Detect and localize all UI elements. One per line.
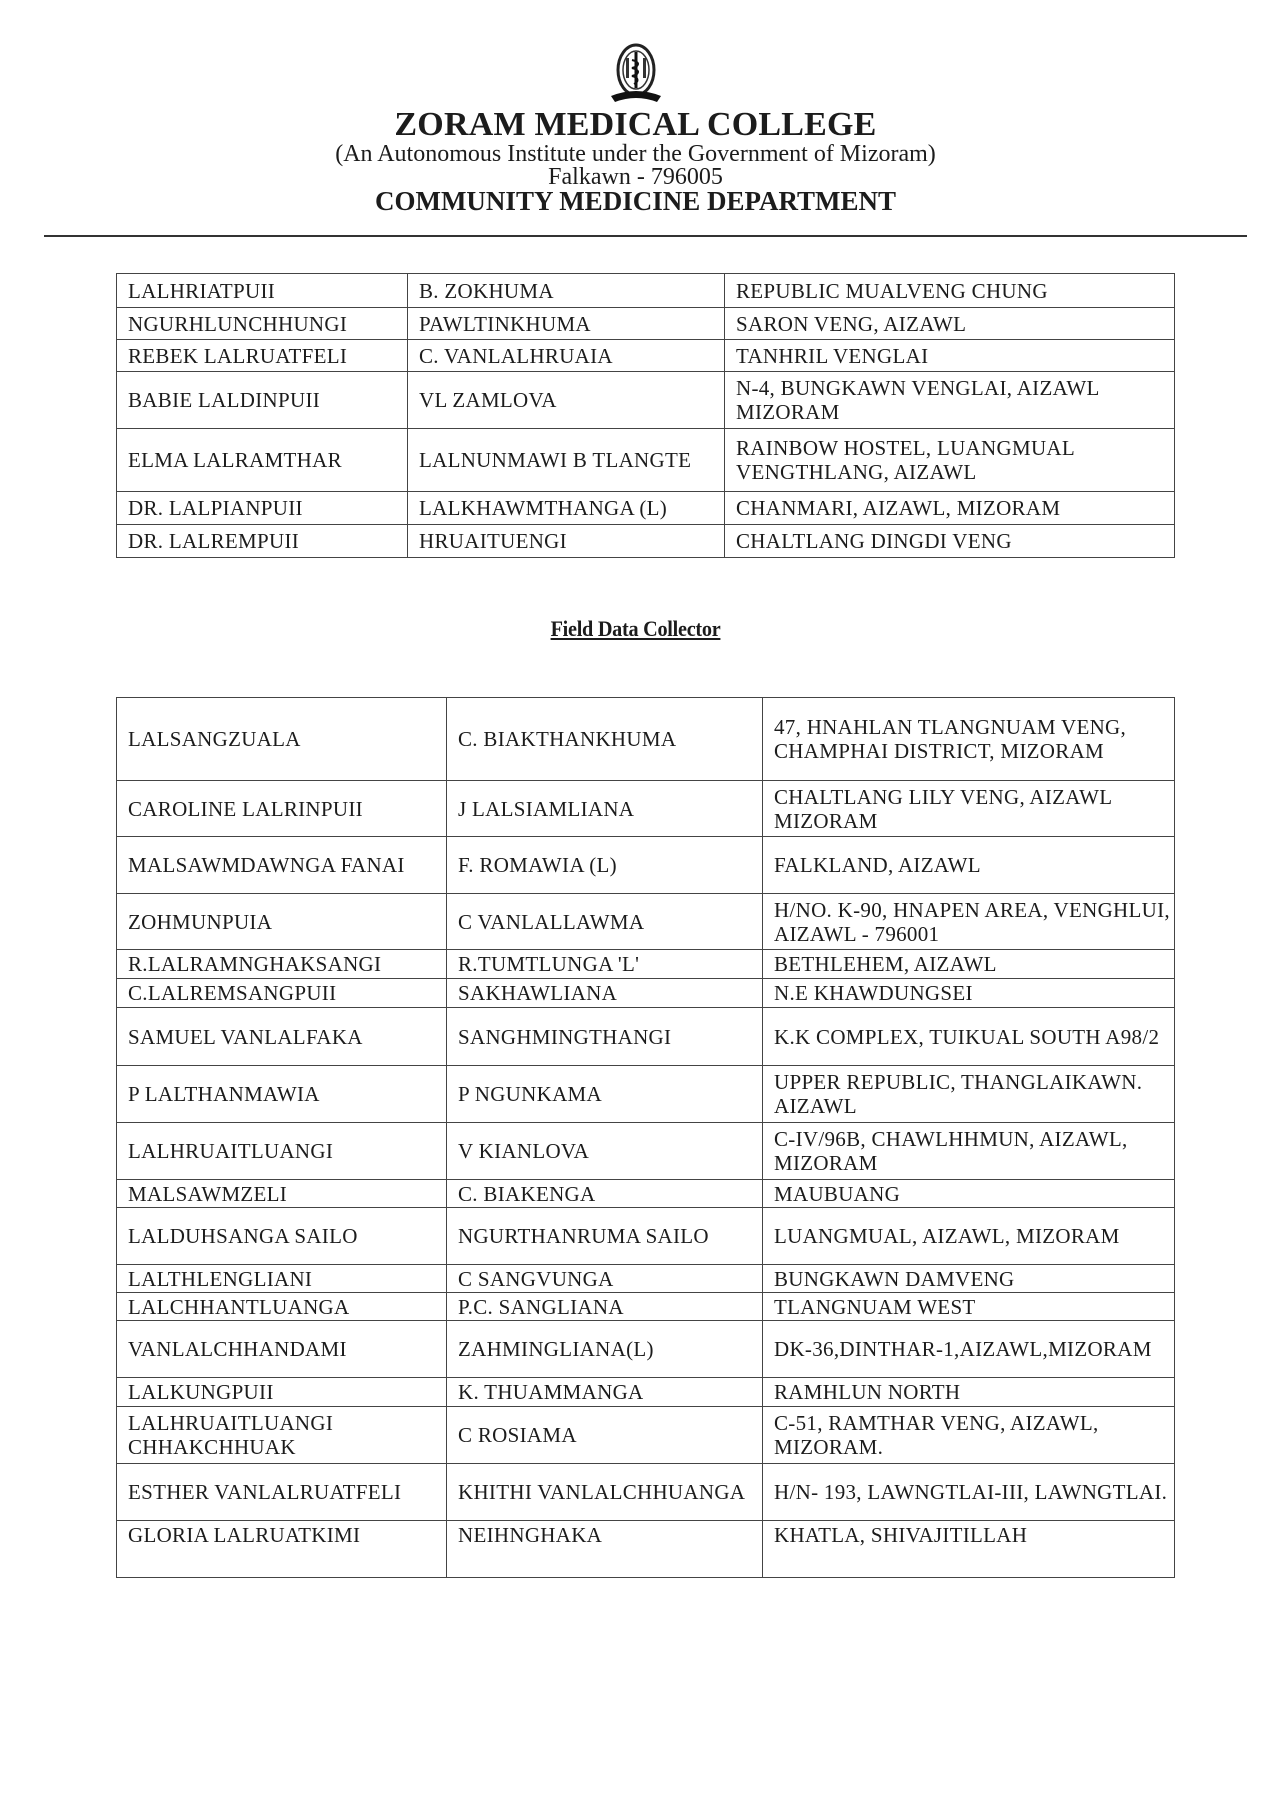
cell-name: LALDUHSANGA SAILO xyxy=(117,1208,447,1265)
cell-guardian: LALNUNMAWI B TLANGTE xyxy=(408,429,725,492)
cell-guardian: PAWLTINKHUMA xyxy=(408,308,725,340)
cell-name: LALHRIATPUII xyxy=(117,274,408,308)
college-subtitle: (An Autonomous Institute under the Government of Mizoram) xyxy=(335,141,936,167)
cell-guardian: R.TUMTLUNGA 'L' xyxy=(447,950,763,979)
department-name: COMMUNITY MEDICINE DEPARTMENT xyxy=(374,186,897,216)
cell-address: REPUBLIC MUALVENG CHUNG xyxy=(725,274,1175,308)
table-row xyxy=(117,1378,1175,1407)
cell-address: N-4, BUNGKAWN VENGLAI, AIZAWL MIZORAM xyxy=(725,372,1175,429)
cell-name: REBEK LALRUATFELI xyxy=(117,340,408,372)
cell-address: RAMHLUN NORTH xyxy=(763,1378,1175,1407)
table-row xyxy=(117,340,1175,372)
cell-address: BUNGKAWN DAMVENG xyxy=(763,1265,1175,1293)
cell-address: C-51, RAMTHAR VENG, AIZAWL, MIZORAM. xyxy=(763,1407,1175,1464)
cell-name: LALKUNGPUII xyxy=(117,1378,447,1407)
cell-address: 47, HNAHLAN TLANGNUAM VENG, CHAMPHAI DISTRICT, MIZORAM xyxy=(763,698,1175,781)
cell-address: FALKLAND, AIZAWL xyxy=(763,837,1175,894)
cell-address: CHANMARI, AIZAWL, MIZORAM xyxy=(725,492,1175,525)
table-row xyxy=(117,837,1175,894)
cell-name: DR. LALPIANPUII xyxy=(117,492,408,525)
cell-name: ELMA LALRAMTHAR xyxy=(117,429,408,492)
members-table xyxy=(116,273,1175,558)
table-row xyxy=(117,1265,1175,1293)
cell-name: LALCHHANTLUANGA xyxy=(117,1293,447,1321)
cell-address: DK-36,DINTHAR-1,AIZAWL,MIZORAM xyxy=(763,1321,1175,1378)
cell-name: P LALTHANMAWIA xyxy=(117,1066,447,1123)
cell-name: LALHRUAITLUANGI CHHAKCHHUAK xyxy=(117,1407,447,1464)
table-row xyxy=(117,979,1175,1008)
cell-address: SARON VENG, AIZAWL xyxy=(725,308,1175,340)
table-row xyxy=(117,1123,1175,1180)
college-emblem-icon xyxy=(605,42,667,110)
field-data-collector-table xyxy=(116,697,1175,1578)
cell-name: GLORIA LALRUATKIMI xyxy=(117,1521,447,1578)
table-row xyxy=(117,372,1175,429)
table-row xyxy=(117,1521,1175,1578)
table-row xyxy=(117,429,1175,492)
cell-name: DR. LALREMPUII xyxy=(117,525,408,558)
cell-name: R.LALRAMNGHAKSANGI xyxy=(117,950,447,979)
cell-address: TLANGNUAM WEST xyxy=(763,1293,1175,1321)
cell-name: LALHRUAITLUANGI xyxy=(117,1123,447,1180)
cell-address: TANHRIL VENGLAI xyxy=(725,340,1175,372)
table-row xyxy=(117,1008,1175,1066)
cell-address: H/N- 193, LAWNGTLAI-III, LAWNGTLAI. xyxy=(763,1464,1175,1521)
cell-guardian: ZAHMINGLIANA(L) xyxy=(447,1321,763,1378)
cell-name: CAROLINE LALRINPUII xyxy=(117,781,447,837)
cell-guardian: LALKHAWMTHANGA (L) xyxy=(408,492,725,525)
cell-address: N.E KHAWDUNGSEI xyxy=(763,979,1175,1008)
cell-guardian: C ROSIAMA xyxy=(447,1407,763,1464)
cell-guardian: C. VANLALHRUAIA xyxy=(408,340,725,372)
table-row xyxy=(117,308,1175,340)
cell-guardian: J LALSIAMLIANA xyxy=(447,781,763,837)
cell-address: CHALTLANG DINGDI VENG xyxy=(725,525,1175,558)
cell-name: VANLALCHHANDAMI xyxy=(117,1321,447,1378)
cell-address: KHATLA, SHIVAJITILLAH xyxy=(763,1521,1175,1578)
header-divider xyxy=(44,235,1247,237)
table-row xyxy=(117,274,1175,308)
cell-guardian: B. ZOKHUMA xyxy=(408,274,725,308)
table-row xyxy=(117,894,1175,950)
table-row xyxy=(117,1321,1175,1378)
table-row xyxy=(117,525,1175,558)
table-row xyxy=(117,950,1175,979)
cell-name: ESTHER VANLALRUATFELI xyxy=(117,1464,447,1521)
cell-address: C-IV/96B, CHAWLHHMUN, AIZAWL, MIZORAM xyxy=(763,1123,1175,1180)
table-row xyxy=(117,781,1175,837)
cell-guardian: V KIANLOVA xyxy=(447,1123,763,1180)
cell-guardian: SANGHMINGTHANGI xyxy=(447,1008,763,1066)
cell-name: C.LALREMSANGPUII xyxy=(117,979,447,1008)
cell-guardian: C. BIAKENGA xyxy=(447,1180,763,1208)
cell-guardian: F. ROMAWIA (L) xyxy=(447,837,763,894)
table-row xyxy=(117,492,1175,525)
cell-address: H/NO. K-90, HNAPEN AREA, VENGHLUI, AIZAWL - 796001 xyxy=(763,894,1175,950)
table-row xyxy=(117,1180,1175,1208)
cell-name: LALSANGZUALA xyxy=(117,698,447,781)
college-name: ZORAM MEDICAL COLLEGE xyxy=(394,106,877,143)
cell-guardian: C SANGVUNGA xyxy=(447,1265,763,1293)
cell-address: BETHLEHEM, AIZAWL xyxy=(763,950,1175,979)
cell-guardian: NGURTHANRUMA SAILO xyxy=(447,1208,763,1265)
cell-guardian: C VANLALLAWMA xyxy=(447,894,763,950)
cell-address: K.K COMPLEX, TUIKUAL SOUTH A98/2 xyxy=(763,1008,1175,1066)
cell-guardian: VL ZAMLOVA xyxy=(408,372,725,429)
cell-address: RAINBOW HOSTEL, LUANGMUAL VENGTHLANG, AIZAWL xyxy=(725,429,1175,492)
cell-name: NGURHLUNCHHUNGI xyxy=(117,308,408,340)
table-row xyxy=(117,1464,1175,1521)
cell-address: CHALTLANG LILY VENG, AIZAWL MIZORAM xyxy=(763,781,1175,837)
table-row xyxy=(117,1407,1175,1464)
table-row xyxy=(117,1208,1175,1265)
cell-guardian: C. BIAKTHANKHUMA xyxy=(447,698,763,781)
table-row xyxy=(117,1066,1175,1123)
cell-address: MAUBUANG xyxy=(763,1180,1175,1208)
cell-name: LALTHLENGLIANI xyxy=(117,1265,447,1293)
cell-name: SAMUEL VANLALFAKA xyxy=(117,1008,447,1066)
cell-guardian: SAKHAWLIANA xyxy=(447,979,763,1008)
cell-guardian: P NGUNKAMA xyxy=(447,1066,763,1123)
cell-name: ZOHMUNPUIA xyxy=(117,894,447,950)
section-title: Field Data Collector xyxy=(550,616,721,641)
cell-name: MALSAWMZELI xyxy=(117,1180,447,1208)
table-row xyxy=(117,698,1175,781)
cell-name: BABIE LALDINPUII xyxy=(117,372,408,429)
cell-address: UPPER REPUBLIC, THANGLAIKAWN. AIZAWL xyxy=(763,1066,1175,1123)
college-address: Falkawn - 796005 xyxy=(548,164,723,190)
cell-name: MALSAWMDAWNGA FANAI xyxy=(117,837,447,894)
cell-guardian: NEIHNGHAKA xyxy=(447,1521,763,1578)
cell-guardian: K. THUAMMANGA xyxy=(447,1378,763,1407)
table-row xyxy=(117,1293,1175,1321)
cell-guardian: P.C. SANGLIANA xyxy=(447,1293,763,1321)
cell-address: LUANGMUAL, AIZAWL, MIZORAM xyxy=(763,1208,1175,1265)
cell-guardian: HRUAITUENGI xyxy=(408,525,725,558)
cell-guardian: KHITHI VANLALCHHUANGA xyxy=(447,1464,763,1521)
